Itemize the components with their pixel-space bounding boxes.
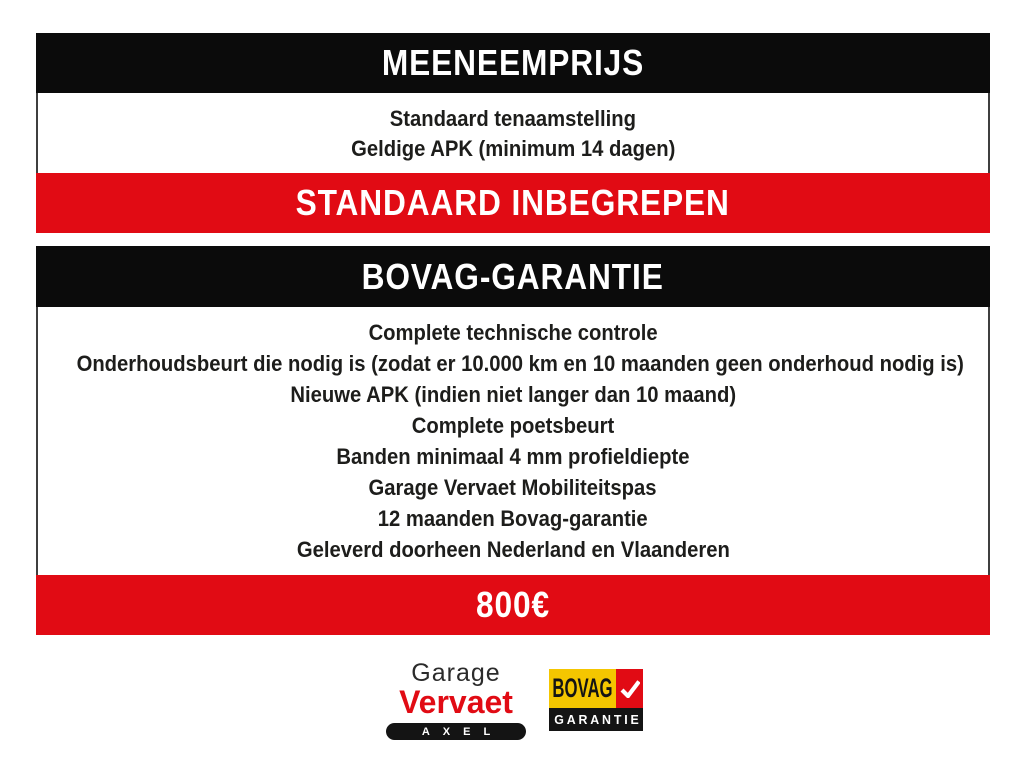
bovag-logo-name-box (549, 669, 616, 708)
garage-logo-word-garage: Garage (411, 658, 501, 687)
bovag-garantie-header (36, 246, 990, 307)
bovag-logo-bottom (549, 708, 643, 731)
price-value: 800€ (475, 584, 551, 625)
list-item: Geleverd doorheen Nederland en Vlaanderen (296, 537, 730, 562)
bovag-garantie-title: BOVAG-GARANTIE (361, 255, 665, 297)
bovag-logo-name: BOVAG (552, 673, 613, 703)
meeneemprijs-title: MEENEEMPRIJS (381, 42, 645, 83)
footer-logos (0, 658, 1024, 742)
list-item: Complete poetsbeurt (411, 413, 615, 438)
bovag-logo-top (549, 669, 643, 708)
list-item: Garage Vervaet Mobiliteitspas (369, 475, 657, 500)
price-bar (36, 575, 990, 635)
axel-badge-label: AXEL (421, 725, 504, 738)
axel-badge (386, 723, 526, 740)
list-item: Geldige APK (minimum 14 dagen) (350, 136, 676, 161)
list-item: Onderhoudsbeurt die nodig is (zodat er 10.000 km en 10 maanden geen onderhoud nodig is) (76, 351, 964, 376)
garage-logo-word-vervaet: Vervaet (399, 684, 513, 721)
list-item: Banden minimaal 4 mm profieldiepte (336, 444, 690, 469)
list-item: Standaard tenaamstelling (389, 106, 637, 131)
list-item: Nieuwe APK (indien niet langer dan 10 maand) (290, 382, 736, 407)
meeneemprijs-body (36, 93, 990, 173)
meeneemprijs-header (36, 33, 990, 93)
standaard-inbegrepen-label: STANDAARD INBEGREPEN (295, 182, 731, 223)
bovag-garantie-logo (549, 669, 643, 731)
bovag-garantie-body (36, 307, 990, 575)
list-item: Complete technische controle (368, 320, 658, 345)
check-icon (616, 669, 643, 708)
bovag-logo-subtitle: GARANTIE (553, 712, 642, 727)
list-item: 12 maanden Bovag-garantie (378, 506, 648, 531)
standaard-inbegrepen-bar (36, 173, 990, 233)
garage-vervaet-logo (381, 660, 531, 740)
